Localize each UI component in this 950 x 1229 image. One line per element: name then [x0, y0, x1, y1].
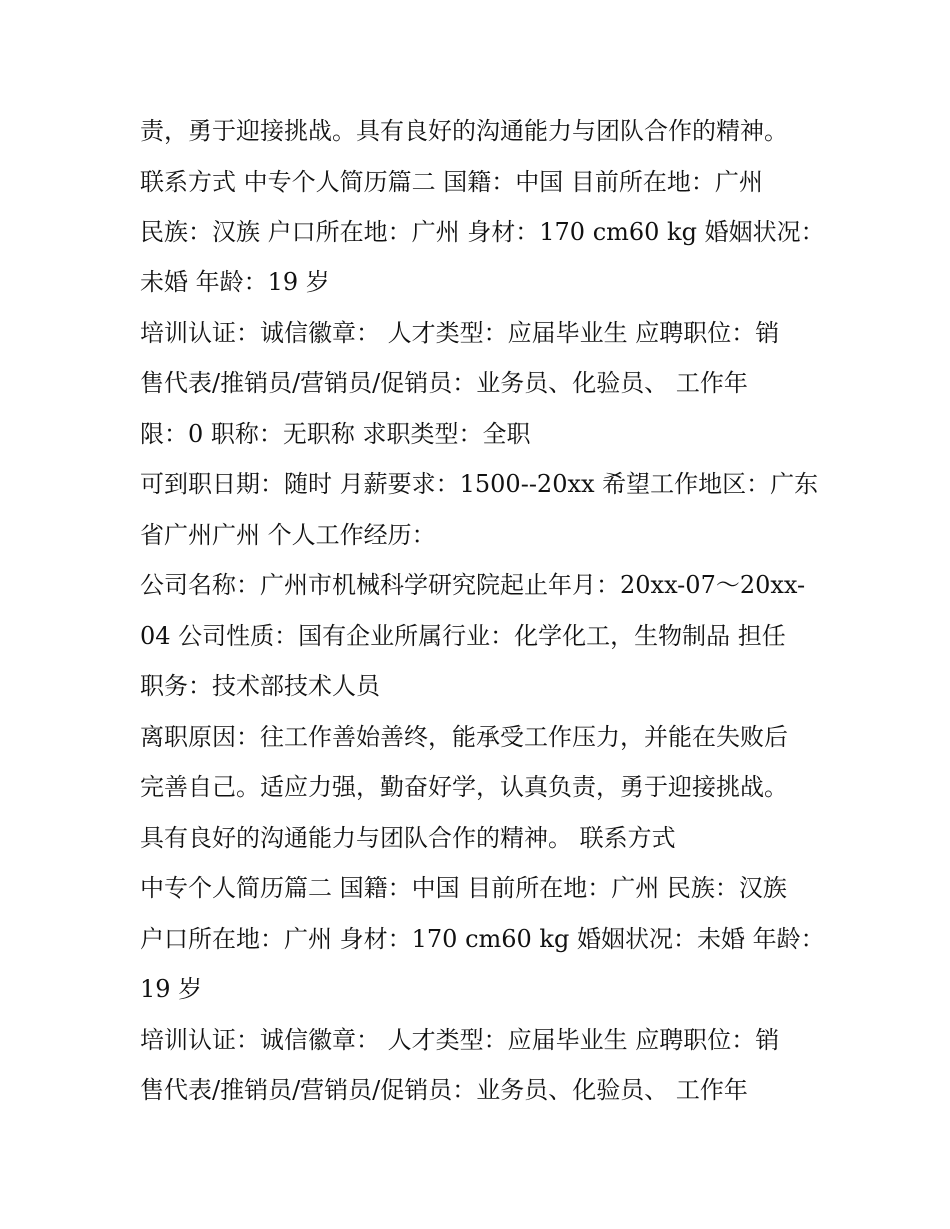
text-line-18: 19 岁: [140, 975, 203, 1003]
text-line-6: 售代表/推销员/营销员/促销员：业务员、化验员、 工作年: [140, 369, 748, 397]
text-line-17: 户口所在地：广州 身材：170 cm60 kg 婚姻状况：未婚 年龄：: [140, 925, 825, 953]
text-line-15: 具有良好的沟通能力与团队合作的精神。 联系方式: [140, 824, 676, 852]
text-line-3: 民族：汉族 户口所在地：广州 身材：170 cm60 kg 婚姻状况：: [140, 218, 825, 246]
text-line-8: 可到职日期：随时 月薪要求：1500--20xx 希望工作地区：广东: [140, 470, 819, 498]
text-line-9: 省广州广州 个人工作经历：: [140, 521, 436, 549]
text-line-5: 培训认证：诚信徽章： 人才类型：应届毕业生 应聘职位：销: [140, 319, 780, 347]
text-line-10: 公司名称：广州市机械科学研究院起止年月：20xx-07～20xx-: [140, 571, 806, 599]
text-line-11: 04 公司性质：国有企业所属行业：化学化工，生物制品 担任: [140, 622, 786, 650]
text-line-16: 中专个人简历篇二 国籍：中国 目前所在地：广州 民族：汉族: [140, 874, 787, 902]
text-line-14: 完善自己。适应力强，勤奋好学，认真负责，勇于迎接挑战。: [140, 773, 788, 801]
text-line-12: 职务：技术部技术人员: [140, 672, 380, 700]
text-line-13: 离职原因：往工作善始善终，能承受工作压力，并能在失败后: [140, 723, 788, 751]
text-line-4: 未婚 年龄：19 岁: [140, 268, 330, 296]
text-line-2: 联系方式 中专个人简历篇二 国籍：中国 目前所在地：广州: [140, 168, 763, 196]
text-line-7: 限：0 职称：无职称 求职类型：全职: [140, 420, 531, 448]
text-line-20: 售代表/推销员/营销员/促销员：业务员、化验员、 工作年: [140, 1076, 748, 1104]
text-line-1: 责，勇于迎接挑战。具有良好的沟通能力与团队合作的精神。: [140, 117, 788, 145]
text-line-19: 培训认证：诚信徽章： 人才类型：应届毕业生 应聘职位：销: [140, 1026, 780, 1054]
